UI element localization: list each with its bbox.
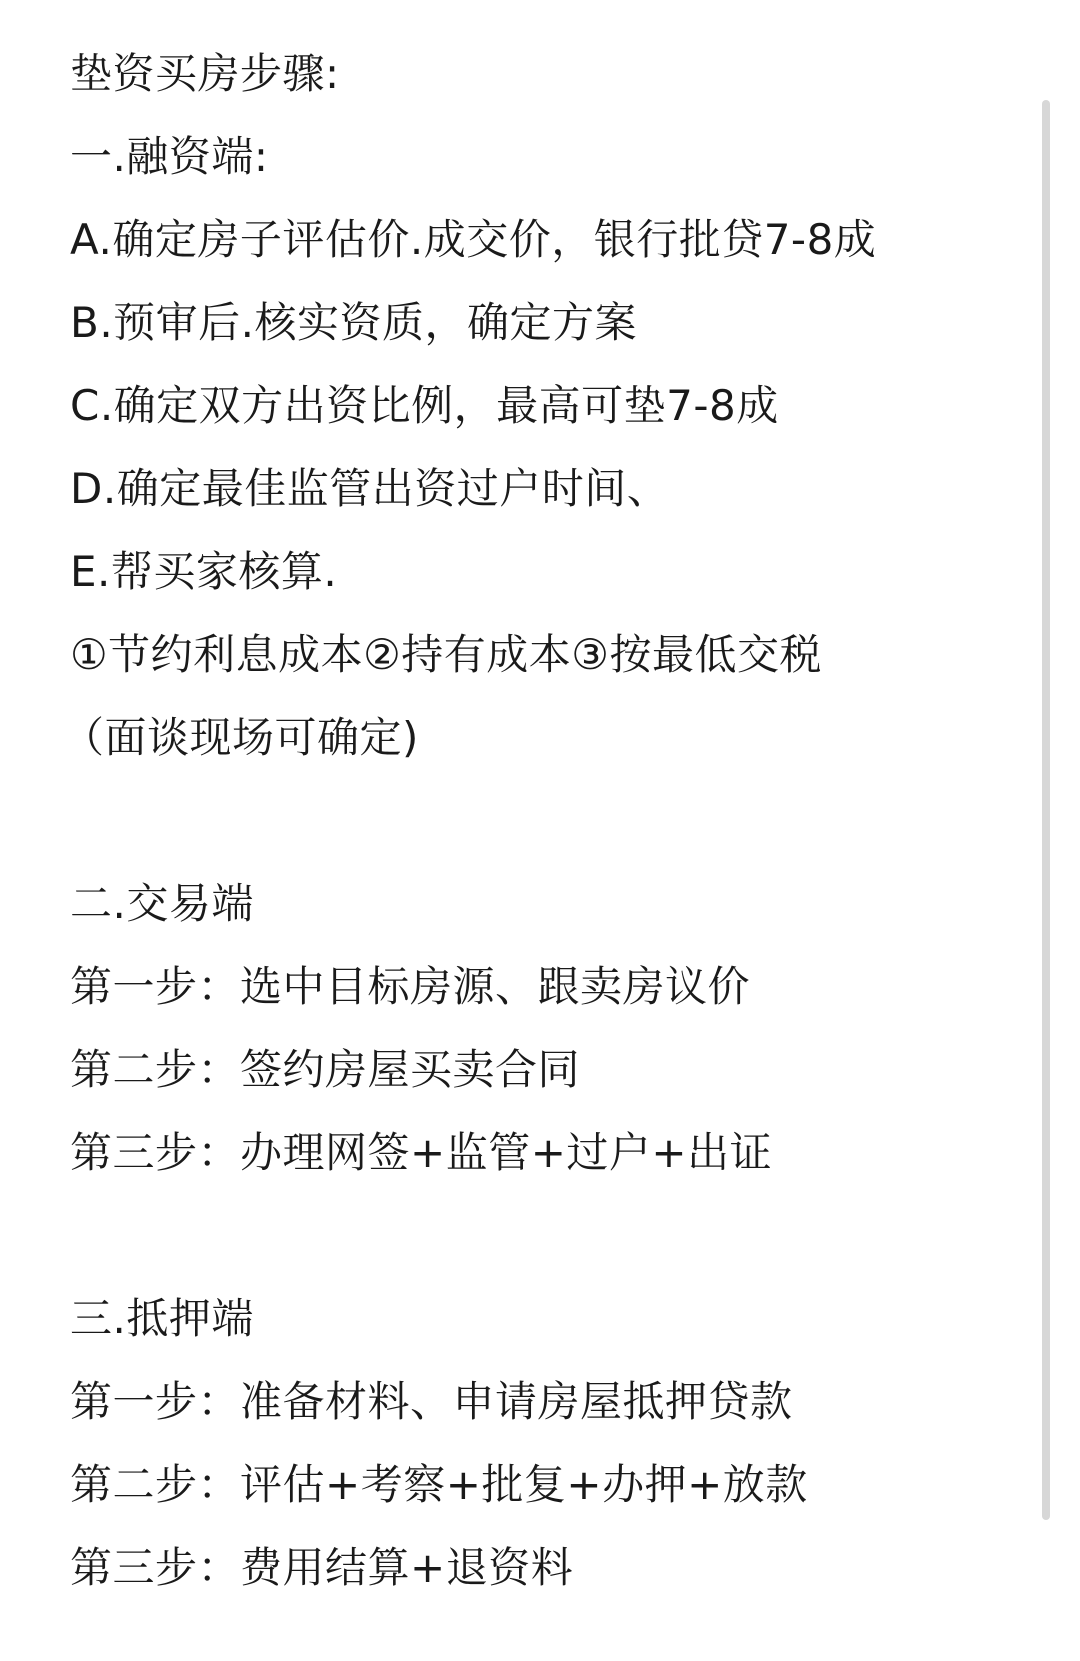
financing-item: D.确定最佳监管出资过户时间、 — [70, 464, 670, 513]
financing-item: ①节约利息成本②持有成本③按最低交税 — [70, 630, 822, 679]
document-body — [62, 32, 1030, 1609]
financing-item: A.确定房子评估价.成交价，银行批贷7-8成 — [70, 215, 877, 264]
transaction-step: 第一步：选中目标房源、跟卖房议价 — [70, 962, 751, 1011]
mortgage-step: 第三步：费用结算+退资料 — [70, 1543, 574, 1592]
transaction-step: 第三步：办理网签+监管+过户+出证 — [70, 1128, 773, 1177]
mortgage-step: 第二步：评估+考察+批复+办押+放款 — [70, 1460, 808, 1509]
section-spacer — [70, 1194, 1030, 1277]
financing-item: B.预审后.核实资质，确定方案 — [70, 298, 638, 347]
section-heading-mortgage: 三.抵押端 — [70, 1294, 254, 1343]
vertical-scrollbar[interactable] — [1042, 100, 1052, 1520]
transaction-step: 第二步：签约房屋买卖合同 — [70, 1045, 581, 1094]
document-title: 垫资买房步骤: — [70, 49, 340, 98]
mortgage-step: 第一步：准备材料、申请房屋抵押贷款 — [70, 1377, 793, 1426]
financing-item: C.确定双方出资比例，最高可垫7-8成 — [70, 381, 779, 430]
financing-item: E.帮买家核算. — [70, 547, 338, 596]
scrollbar-thumb[interactable] — [1042, 100, 1050, 1520]
section-heading-transaction: 二.交易端 — [70, 879, 254, 928]
financing-note: （面谈现场可确定) — [62, 713, 419, 762]
section-heading-financing: 一.融资端: — [70, 132, 269, 181]
section-spacer — [70, 779, 1030, 862]
